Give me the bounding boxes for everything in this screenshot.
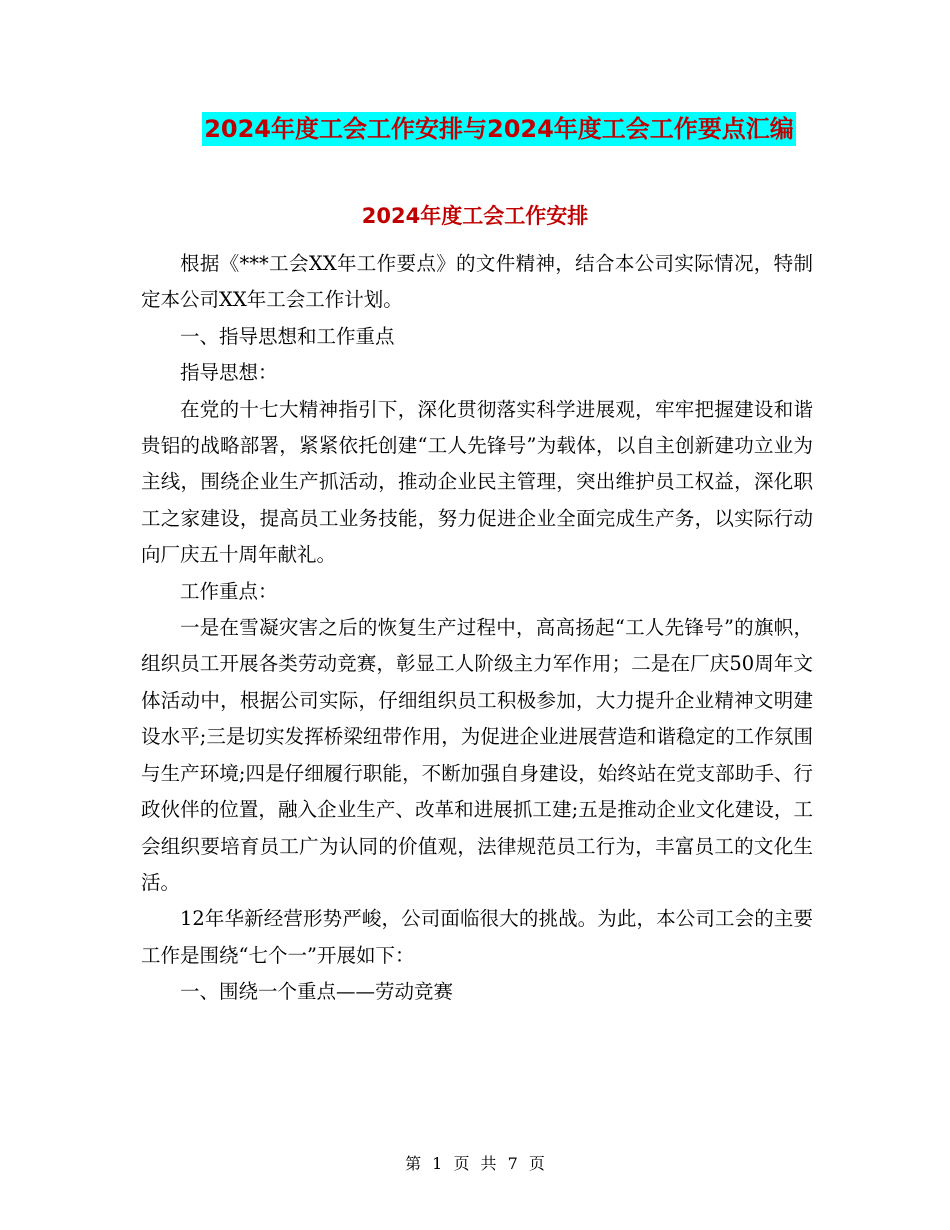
page-footer: 第 1 页 共 7 页	[405, 1154, 545, 1173]
paragraph: 一、围绕一个重点——劳动竞赛	[180, 980, 454, 1004]
paragraph: 12年华新经营形势严峻，公司面临很大的挑战。为此，本公司工会的主要工作是围绕“七个一”开展如下：	[141, 907, 813, 967]
paragraph: 工作重点：	[180, 579, 278, 603]
document-title: 2024年度工会工作安排与2024年度工会工作要点汇编	[202, 112, 796, 146]
paragraph: 指导思想：	[180, 361, 278, 385]
document-title-wrap	[0, 112, 950, 146]
paragraph: 根据《***工会XX年工作要点》的文件精神，结合本公司实际情况，特制定本公司XX年工会工作计划。	[141, 252, 813, 312]
section-title: 2024年度工会工作安排	[361, 204, 589, 228]
paragraph: 一、指导思想和工作重点	[180, 324, 395, 348]
paragraph: 一是在雪凝灾害之后的恢复生产过程中，高高扬起“工人先锋号”的旗帜，组织员工开展各类劳动竞赛，彰显工人阶级主力军作用；二是在厂庆50周年文体活动中，根据公司实际，仔细组织员工积极参加，大力提升企业精神文明建设水平;三是切实发挥桥梁纽带作用，为促进企业进展营造和谐稳定的工作氛围与生产环境;四是仔细履行职能，不断加强自身建设，始终站在党支部助手、行政伙伴的位置，融入企业生产、改革和进展抓工建;五是推动企业文化建设，工会组织要培育员工广为认同的价值观，法律规范员工行为，丰富员工的文化生活。	[141, 616, 813, 894]
document-body	[141, 246, 813, 1011]
paragraph: 在党的十七大精神指引下，深化贯彻落实科学进展观，牢牢把握建设和谐贵铝的战略部署，紧紧依托创建“工人先锋号”为载体，以自主创新建功立业为主线，围绕企业生产抓活动，推动企业民主管理，突出维护员工权益，深化职工之家建设，提高员工业务技能，努力促进企业全面完成生产务，以实际行动向厂庆五十周年献礼。	[141, 397, 813, 567]
